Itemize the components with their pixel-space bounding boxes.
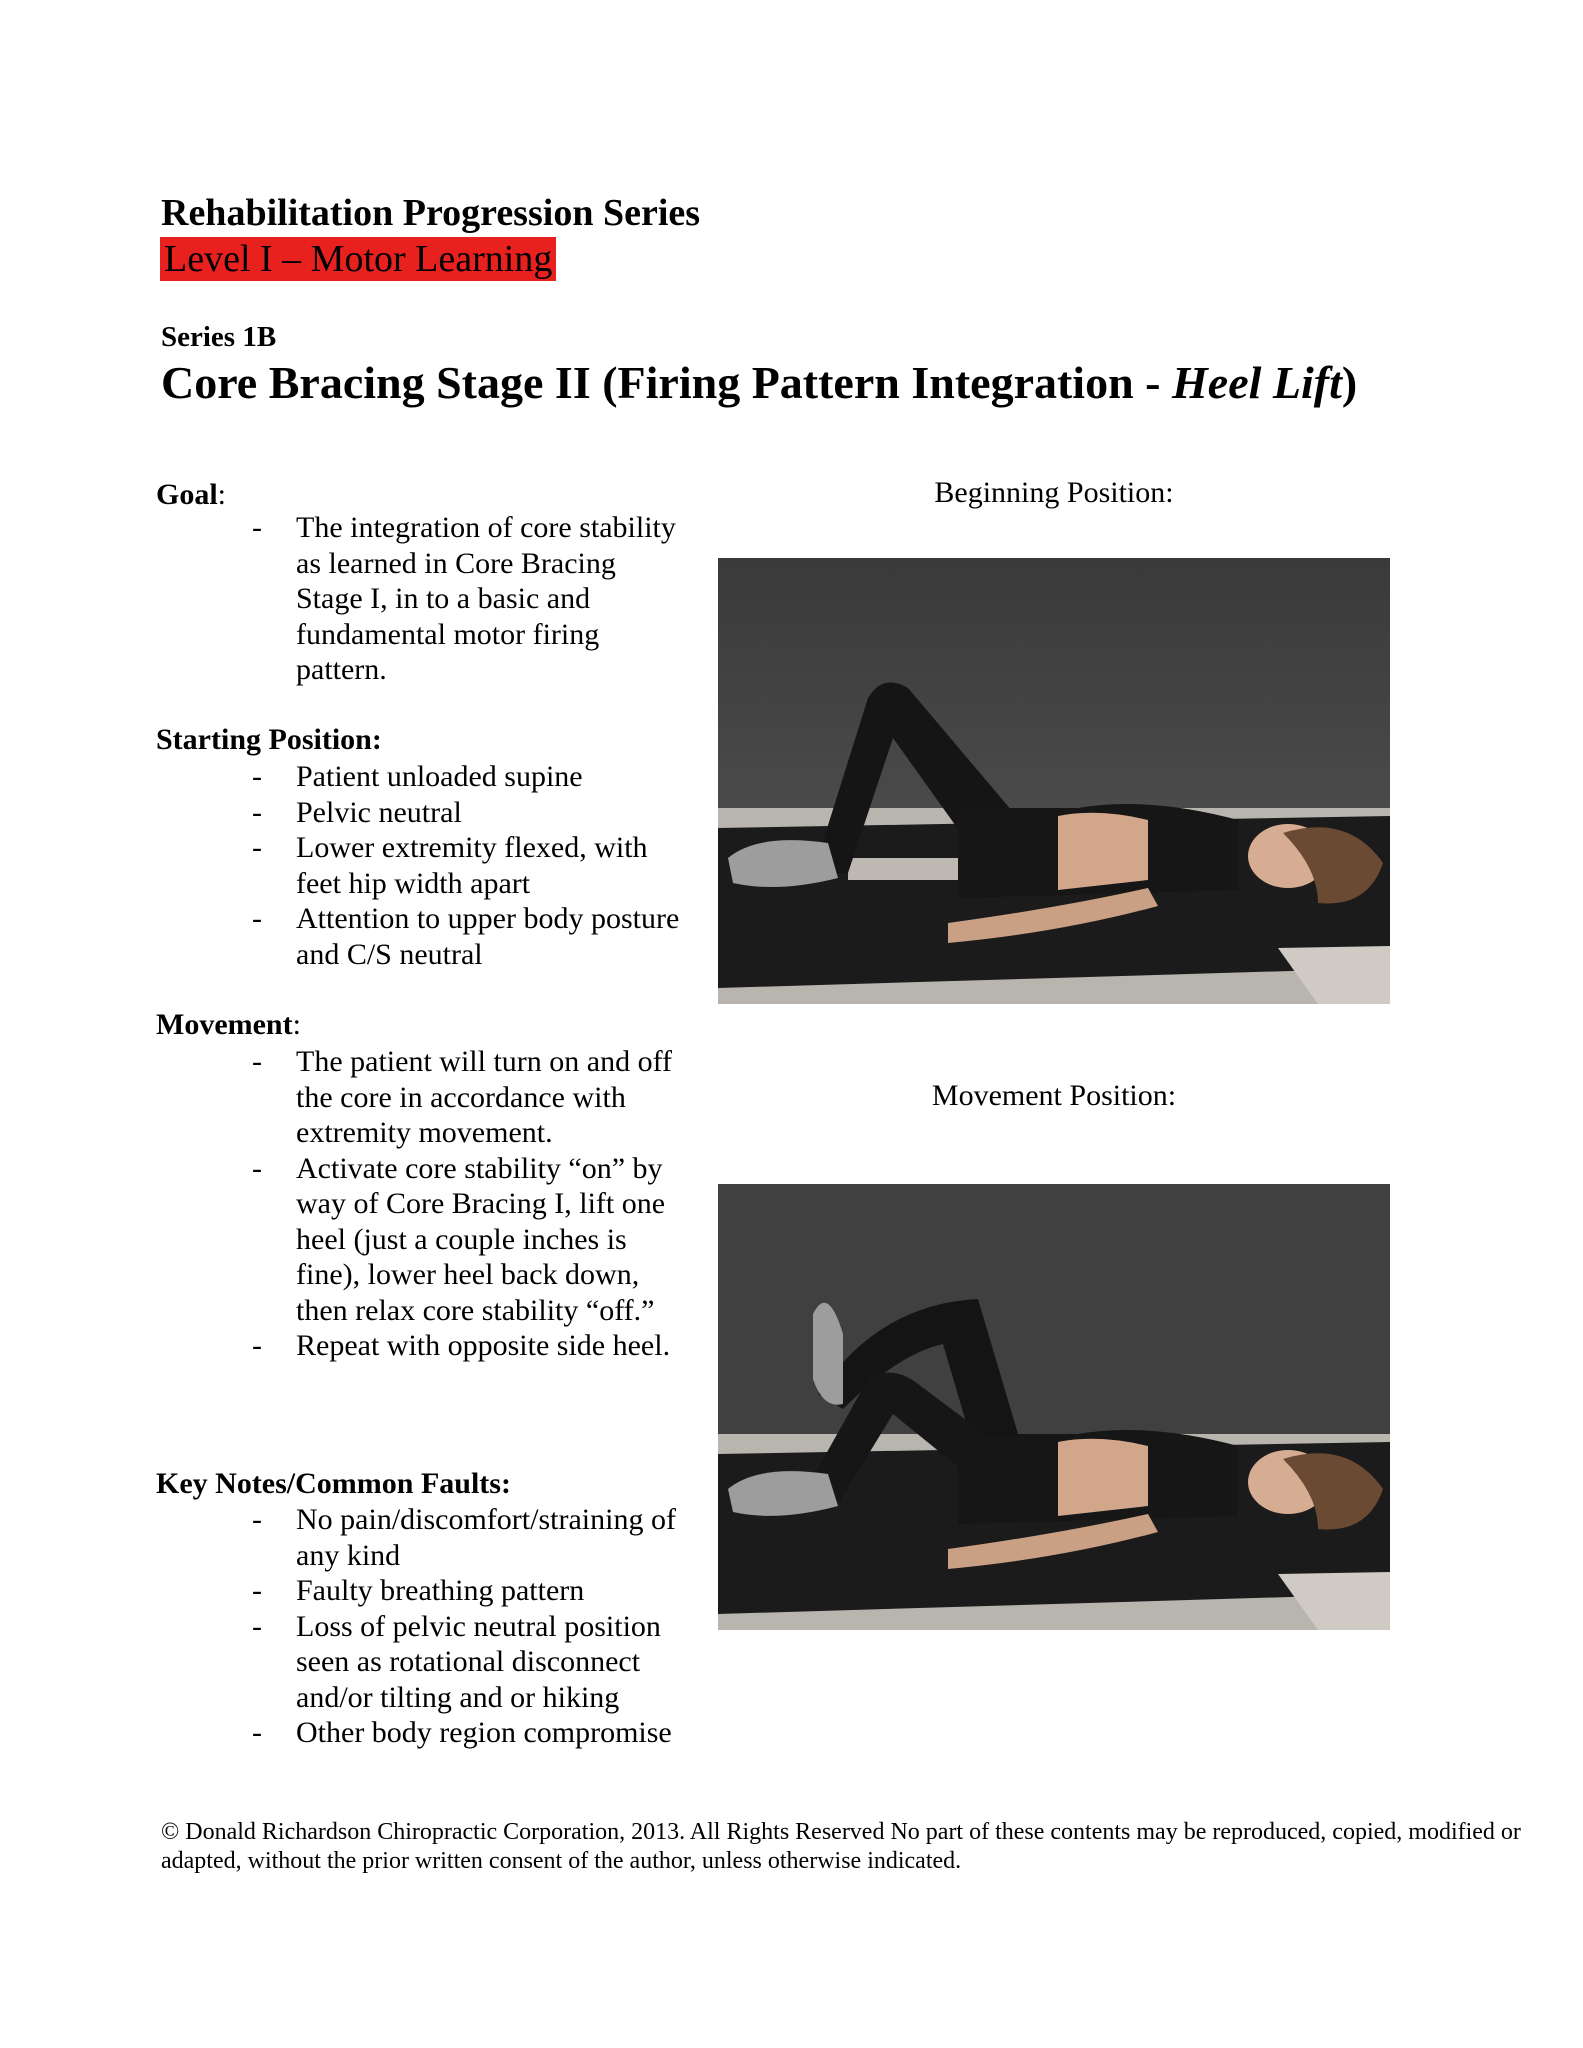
goal-heading: Goal:: [156, 478, 227, 511]
list-item: - No pain/discomfort/straining of any kind: [252, 1503, 676, 1572]
list-item-text: Attention to upper body posture and C/S neutral: [296, 902, 680, 971]
list-item-text: No pain/discomfort/straining of any kind: [296, 1503, 676, 1572]
key-notes-list: [240, 1502, 690, 1751]
movement-heading-text: Movement: [156, 1008, 293, 1041]
movement-position-caption: Movement Position:: [931, 1079, 1177, 1112]
series-title: Rehabilitation Progression Series: [161, 192, 701, 234]
movement-heading: Movement:: [156, 1008, 301, 1041]
list-item: - Pelvic neutral: [252, 795, 462, 829]
list-item: - The patient will turn on and off the core in accordance with extremity movement.: [252, 1045, 673, 1149]
list-item: - Other body region compromise: [252, 1716, 672, 1749]
list-item: - Lower extremity flexed, with feet hip width apart: [252, 831, 648, 900]
list-item: - The integration of core stability as learned in Core Bracing Stage I, in to a basic and fundamental motor firing pattern.: [252, 511, 676, 686]
movement-position-photo: [718, 1184, 1390, 1630]
list-item: - Faulty breathing pattern: [252, 1574, 585, 1607]
beginning-position-photo: [718, 558, 1390, 1004]
goal-item-text: The integration of core stability as learned in Core Bracing Stage I, in to a basic and fundamental motor firing pattern.: [296, 511, 676, 686]
key-notes-heading: Key Notes/Common Faults:: [156, 1467, 511, 1500]
starting-position-list: [240, 759, 690, 972]
list-item-text: Activate core stability “on” by way of Core Bracing I, lift one heel (just a couple inches is fine), lower heel back down, then relax core stability “off.”: [296, 1151, 666, 1327]
goal-list: [240, 510, 690, 688]
list-item-text: Loss of pelvic neutral position seen as rotational disconnect and/or tilting and or hiking: [296, 1609, 661, 1714]
goal-heading-text: Goal: [156, 478, 218, 511]
list-item: - Patient unloaded supine: [252, 760, 583, 793]
starting-position-heading: Starting Position:: [156, 723, 382, 756]
list-item-text: The patient will turn on and off the core in accordance with extremity movement.: [296, 1045, 673, 1149]
copyright-footer: © Donald Richardson Chiropractic Corporation, 2013. All Rights Reserved No part of these contents may be reproduced, copied, modified or adapted, without the prior written consent of the author, unless otherwise indicated.: [161, 1819, 1521, 1874]
list-item-text: Patient unloaded supine: [296, 760, 583, 793]
page-title: [161, 356, 1357, 409]
level-label: Level I – Motor Learning: [160, 237, 556, 281]
beginning-position-caption: Beginning Position:: [934, 476, 1174, 509]
title-italic: Heel Lift: [1172, 357, 1342, 408]
list-item: - Loss of pelvic neutral position seen as rotational disconnect and/or tilting and or hiking: [252, 1609, 661, 1714]
list-item-text: Pelvic neutral: [296, 795, 462, 829]
movement-list: [240, 1044, 690, 1364]
list-item: - Activate core stability “on” by way of Core Bracing I, lift one heel (just a couple inches is fine), lower heel back down, then relax core stability “off.”: [252, 1151, 666, 1327]
list-item-text: Lower extremity flexed, with feet hip width apart: [296, 831, 648, 900]
list-item: - Attention to upper body posture and C/S neutral: [252, 902, 680, 971]
series-id: Series 1B: [161, 321, 277, 353]
list-item-text: Faulty breathing pattern: [296, 1574, 585, 1607]
title-main: Core Bracing Stage II (Firing Pattern Integration -: [161, 357, 1172, 408]
list-item-text: Other body region compromise: [296, 1716, 672, 1749]
title-end: ): [1341, 357, 1358, 408]
list-item-text: Repeat with opposite side heel.: [296, 1329, 671, 1362]
list-item: - Repeat with opposite side heel.: [252, 1329, 671, 1362]
